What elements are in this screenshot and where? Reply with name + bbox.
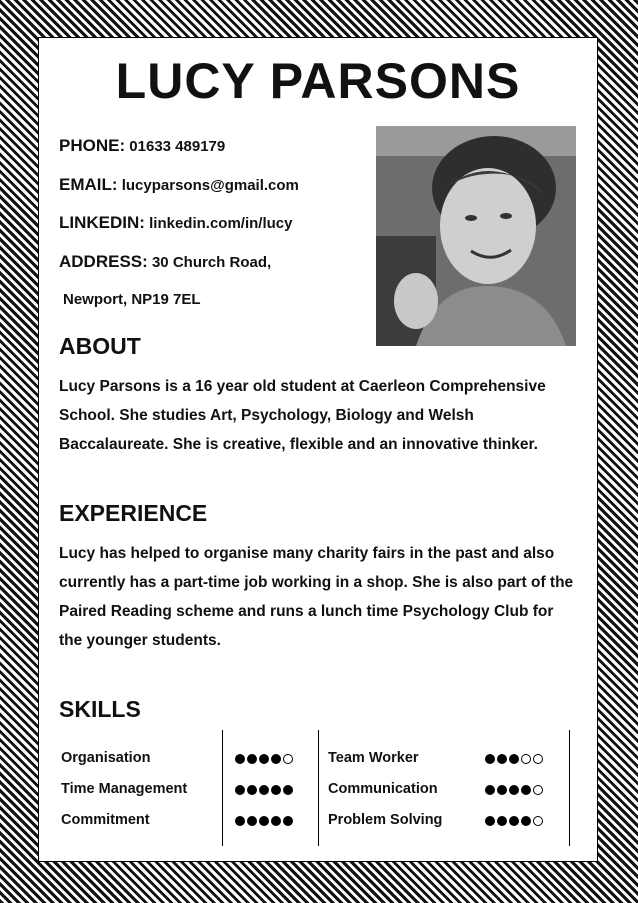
rating-dot-filled <box>485 816 495 826</box>
email-label: EMAIL: <box>59 175 118 194</box>
skill-rating <box>235 781 295 799</box>
rating-dot-empty <box>533 785 543 795</box>
phone-value: 01633 489179 <box>129 138 226 155</box>
address-label: ADDRESS: <box>59 252 148 271</box>
rating-dot-filled <box>521 785 531 795</box>
skill-label: Organisation <box>61 750 151 766</box>
rating-dot-filled <box>259 816 269 826</box>
phone-line <box>59 136 225 156</box>
skills-divider <box>222 730 223 846</box>
about-heading: ABOUT <box>59 333 141 359</box>
email-line <box>59 175 299 195</box>
rating-dot-filled <box>259 754 269 764</box>
cv-name: LUCY PARSONS <box>115 53 521 109</box>
skills-heading: SKILLS <box>59 696 141 722</box>
rating-dot-filled <box>247 785 257 795</box>
rating-dot-filled <box>497 785 507 795</box>
skills-divider <box>569 730 570 846</box>
skills-divider <box>318 730 319 846</box>
skill-label: Problem Solving <box>328 812 443 828</box>
rating-dot-filled <box>271 754 281 764</box>
skill-label: Communication <box>328 781 438 797</box>
email-value: lucyparsons@gmail.com <box>121 177 299 194</box>
skill-label: Time Management <box>61 781 188 797</box>
rating-dot-filled <box>271 785 281 795</box>
rating-dot-filled <box>235 785 245 795</box>
rating-dot-empty <box>283 754 293 764</box>
rating-dot-filled <box>283 785 293 795</box>
rating-dot-filled <box>497 754 507 764</box>
rating-dot-empty <box>521 754 531 764</box>
phone-label: PHONE: <box>59 136 126 155</box>
rating-dot-filled <box>509 785 519 795</box>
rating-dot-filled <box>235 816 245 826</box>
rating-dot-filled <box>497 816 507 826</box>
skill-rating <box>485 781 545 799</box>
linkedin-label: LINKEDIN: <box>59 213 145 232</box>
skill-label: Team Worker <box>328 750 419 766</box>
profile-photo-image <box>376 126 576 346</box>
rating-dot-empty <box>533 754 543 764</box>
skill-rating <box>235 750 295 768</box>
skill-label: Commitment <box>61 812 150 828</box>
cv-page <box>38 37 598 862</box>
rating-dot-filled <box>247 816 257 826</box>
rating-dot-filled <box>247 754 257 764</box>
skill-rating <box>485 812 545 830</box>
skill-rating <box>235 812 295 830</box>
rating-dot-filled <box>235 754 245 764</box>
profile-photo <box>376 126 576 346</box>
rating-dot-filled <box>521 816 531 826</box>
rating-dot-filled <box>485 754 495 764</box>
experience-text: Lucy has helped to organise many charity fairs in the past and also currently has a part-time job working in a shop. She is also part of the Paired Reading scheme and runs a lunch time Psychology Club for the younger students. <box>59 545 574 649</box>
rating-dot-filled <box>485 785 495 795</box>
experience-heading: EXPERIENCE <box>59 500 208 526</box>
address-value-line2: Newport, NP19 7EL <box>63 291 201 308</box>
address-value-line1: 30 Church Road, <box>151 254 272 271</box>
rating-dot-filled <box>509 816 519 826</box>
rating-dot-filled <box>283 816 293 826</box>
skill-rating <box>485 750 545 768</box>
rating-dot-filled <box>271 816 281 826</box>
address-line <box>59 252 271 272</box>
linkedin-line <box>59 213 293 233</box>
linkedin-value: linkedin.com/in/lucy <box>149 215 293 232</box>
about-text: Lucy Parsons is a 16 year old student at Caerleon Comprehensive School. She studies Art, Psychology, Biology and Welsh Baccalaureate. She is creative, flexible and an innovative thinker. <box>59 378 546 453</box>
rating-dot-empty <box>533 816 543 826</box>
rating-dot-filled <box>509 754 519 764</box>
skills-table <box>59 730 575 848</box>
rating-dot-filled <box>259 785 269 795</box>
